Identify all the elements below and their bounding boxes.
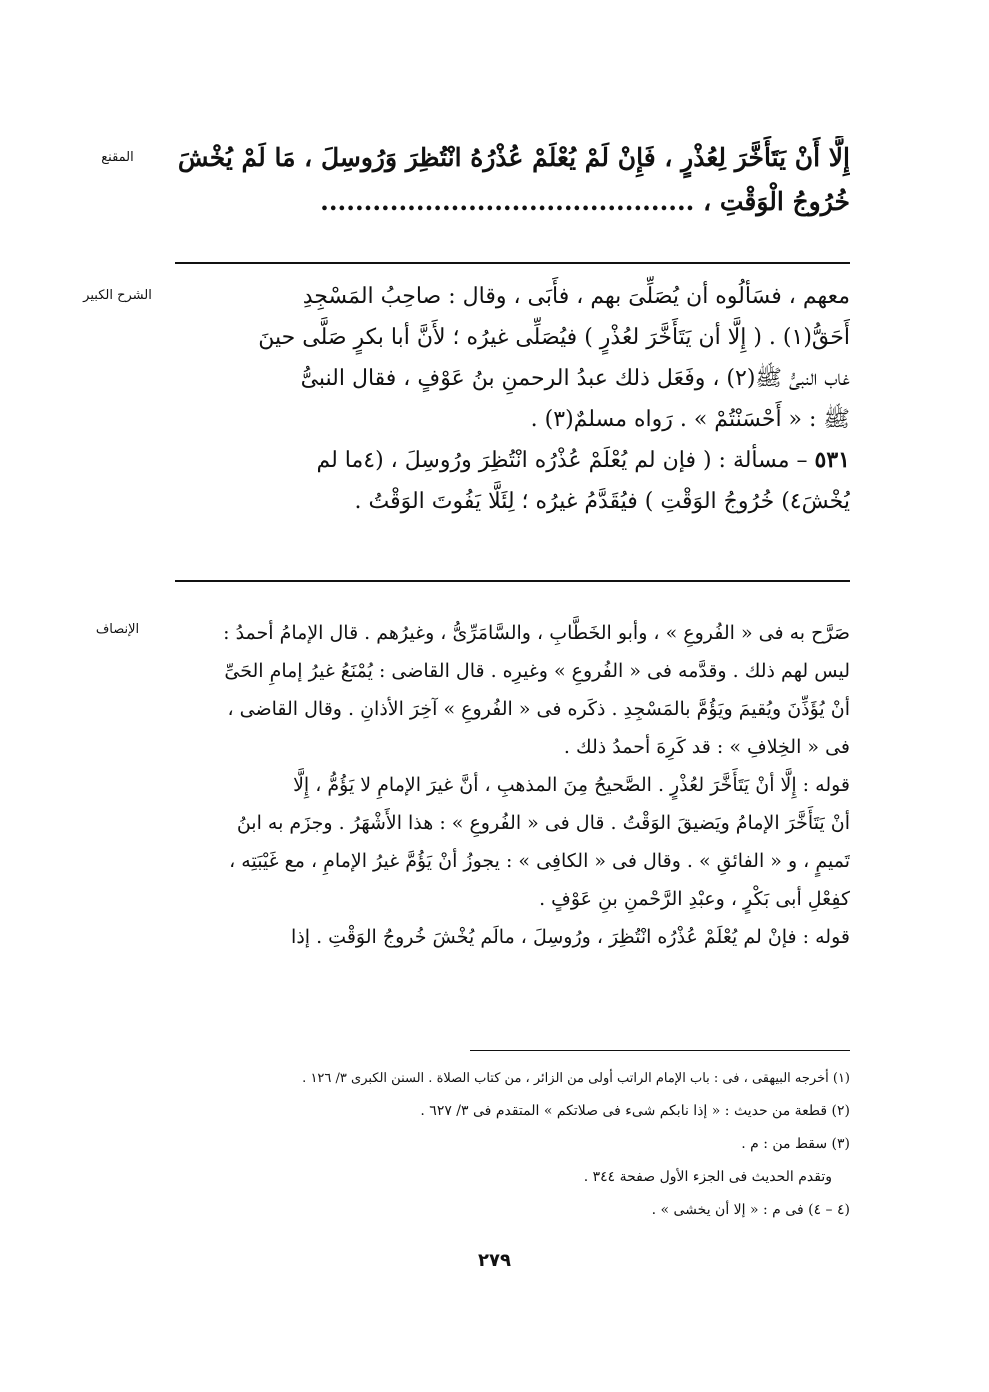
sharh-text — [165, 276, 850, 522]
insaf-line: كفِعْلِ أبى بَكْرٍ ، وعبْدِ الرَّحْمنِ بنِ عَوْفٍ . — [539, 888, 850, 910]
insaf-line: صَرَّح به فى « الفُروعِ » ، وأبو الخَطَّابِ ، والسَّامَرِّىُّ ، وغيرُهم . قال الإمامُ أحمدُ : — [223, 622, 850, 644]
footnotes — [300, 1062, 850, 1227]
masala-text: – مسألة : ( فإن لم يُعْلَمْ عُذْرُه انْتُظِرَ ورُوسِلَ ، (٤ما لم — [316, 448, 808, 473]
insaf-line: فى « الخِلافِ » : قد كَرِهَ أحمدُ ذلك . — [563, 736, 850, 758]
footnote: (٢) قطعة من حديث : « إذا نابكم شىء فى صلاتكم » المتقدم فى ٣/ ٦٢٧ . — [420, 1103, 850, 1119]
footnote: (٣) سقط من : م . — [741, 1136, 850, 1152]
side-label-muqni: المقنع — [101, 150, 134, 165]
masala-number: ٥٣١ — [814, 447, 850, 473]
footnote: (٤ – ٤) فى م : « إلا أن يخشى » . — [651, 1202, 850, 1218]
side-label-sharh: الشرح الكبير — [83, 288, 152, 303]
footnote-divider — [470, 1050, 850, 1051]
muqni-line: إِلَّا أَنْ يَتَأَخَّرَ لِعُذْرٍ ، فَإِنْ لَمْ يُعْلَمْ عُذْرُهُ انْتُظِرَ وَرُوسِلَ ، مَا لَمْ يُخْشَ — [177, 143, 850, 172]
insaf-text — [165, 614, 850, 956]
footnote: وتقدم الحديث فى الجزء الأول صفحة ٣٤٤ . — [583, 1169, 832, 1185]
insaf-line: ليس لهم ذلك . وقدَّمه فى « الفُروعِ » وغيرِه . قال القاضى : يُمْنَعُ غيرُ إمامِ الحَىِّ — [224, 660, 850, 682]
section-divider — [175, 262, 850, 264]
side-label-insaf: الإنصاف — [95, 622, 140, 637]
insaf-line: قوله : فإنْ لم يُعْلَمْ عُذْرُه انْتُظِرَ ، ورُوسِلَ ، مالَم يُخْشَ خُروجُ الوَقْتِ . إذا — [291, 926, 850, 948]
section-divider — [175, 580, 850, 582]
sharh-line: معهم ، فسَألُوه أن يُصَلِّىَ بهم ، فأَبَى ، وقال : صاحِبُ المَسْجِدِ — [302, 284, 850, 309]
insaf-line: تَميمٍ ، و « الفائقِ » . وقال فى « الكافِى » : يجوزُ أنْ يَؤُمَّ غيرُ الإمامِ ، مع غَيْبَتِه ، — [229, 850, 850, 872]
masala-line: يُخْشَ٤) خُرُوجُ الوَقْتِ ) فيُقَدَّمُ غيرُه ؛ لِئَلَّا يَفُوتَ الوَقْتُ . — [354, 489, 850, 514]
muqni-text — [165, 136, 850, 224]
sharh-line: غاب النبىُّ ﷺ(٢) ، وفَعَل ذلك عبدُ الرحمنِ بنُ عَوْفٍ ، فقال النبىُّ — [300, 366, 850, 391]
insaf-line: أنْ يَتَأَخَّرَ الإمامُ ويَضيقَ الوَقْتُ . قال فى « الفُروعِ » : هذا الأَشْهَرُ . وجزَم به ابنُ — [236, 812, 850, 834]
page-number: ٢٧٩ — [478, 1250, 511, 1271]
sharh-line: أَحَقُّ(١) . ( إِلَّا أن يَتَأَخَّرَ لعُذْرٍ ) فيُصَلِّى غيرُه ؛ لأَنَّ أبا بكرٍ صَلَّى حينَ — [258, 325, 850, 350]
insaf-line: أنْ يُؤَذِّنَ ويُقيمَ ويَؤُمَّ بالمَسْجِدِ . ذكَره فى « الفُروعِ » آخِرَ الأذانِ . وقال القاضى ، — [227, 698, 850, 720]
insaf-line: قوله : إِلَّا أنْ يَتَأَخَّرَ لعُذْرٍ . الصَّحيحُ مِنَ المذهبِ ، أنَّ غيرَ الإمامِ لا يَؤُمُّ ، إِلَّا — [293, 774, 850, 796]
muqni-line: خُرُوجُ الْوَقْتِ ، ........................................... — [320, 187, 850, 216]
masala-line — [165, 440, 850, 481]
sharh-line: ﷺ : « أَحْسَنْتُمْ » . رَواه مسلمٌ(٣) . — [530, 407, 850, 432]
footnote: (١) أخرجه البيهقى ، فى : باب الإمام الراتب أولى من الزائر ، من كتاب الصلاة . السنن الكبرى ٣/ ١٢٦ . — [302, 1071, 850, 1086]
